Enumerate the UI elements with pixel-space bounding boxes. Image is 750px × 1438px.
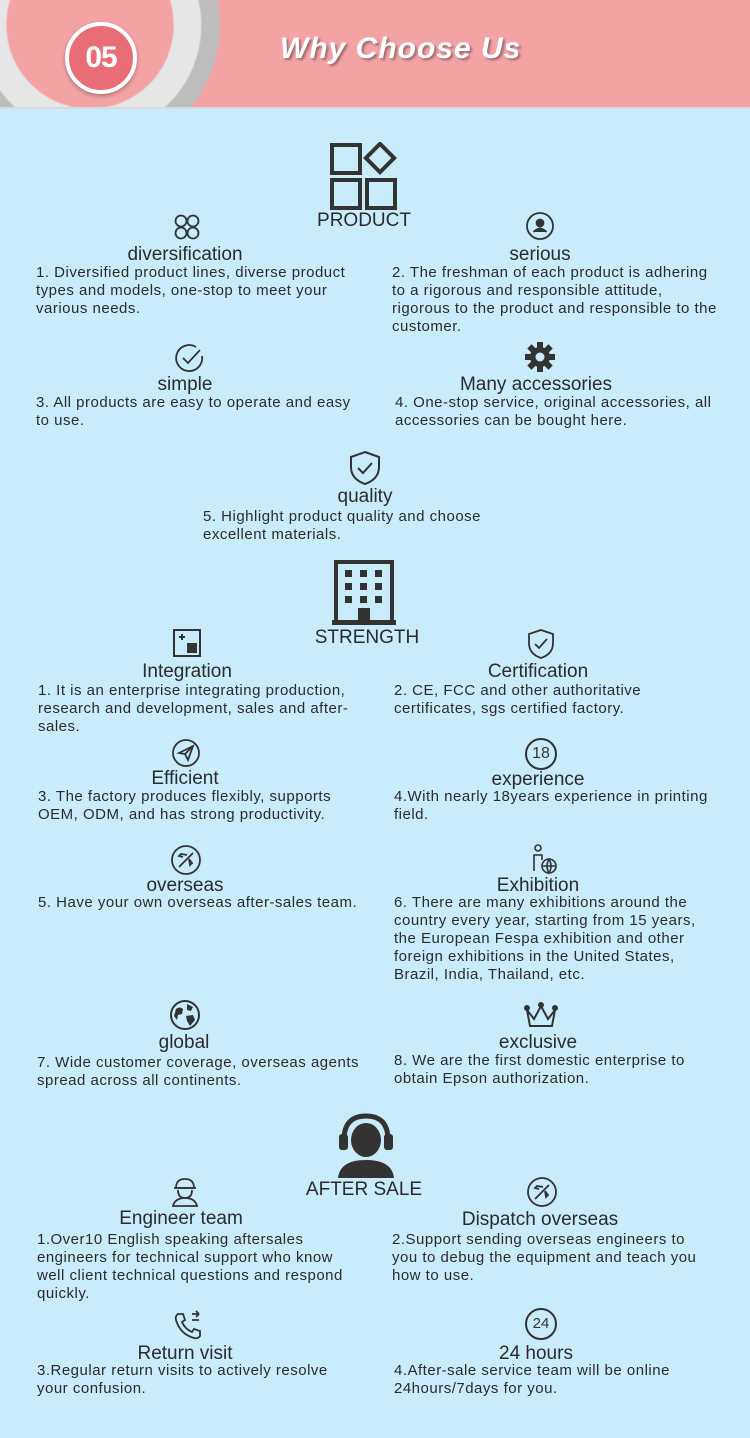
item-title-diversification: diversification	[127, 244, 243, 265]
item-text-experience: 4.With nearly 18years experience in printing field.	[394, 788, 708, 823]
eighteen-years-icon-text: 18	[532, 745, 550, 762]
item-text-exclusive: 8. We are the first domestic enterprise to obtain Epson authorization.	[394, 1052, 685, 1087]
item-title-certification: Certification	[487, 661, 589, 682]
phone-callback-icon	[172, 1310, 204, 1342]
item-title-global: global	[158, 1032, 210, 1053]
eighteen-years-icon	[525, 738, 557, 770]
section-number-badge: 05	[65, 22, 137, 94]
item-text-quality: 5. Highlight product quality and choose excellent materials.	[203, 508, 482, 543]
product-grid-icon	[330, 142, 400, 212]
integration-icon	[172, 628, 202, 658]
building-icon	[332, 558, 396, 626]
item-text-diversification: 1. Diversified product lines, diverse product types and models, one-stop to meet your various needs.	[36, 264, 346, 317]
strength-section-label: STRENGTH	[314, 627, 420, 648]
item-title-many-accessories: Many accessories	[459, 374, 613, 395]
clover-icon	[172, 212, 202, 242]
item-text-return-visit: 3.Regular return visits to actively resolve your confusion.	[37, 1362, 328, 1397]
gear-icon	[524, 341, 556, 373]
item-text-engineer-team: 1.Over10 English speaking aftersales engineers for technical support who know well client technical questions and respond quickly.	[37, 1231, 343, 1302]
item-text-24-hours: 4.After-sale service team will be online 24hours/7days for you.	[394, 1362, 670, 1397]
engineer-icon	[170, 1176, 200, 1208]
item-title-overseas: overseas	[146, 875, 224, 896]
item-text-exhibition: 6. There are many exhibitions around the country every year, starting from 15 years, the European Fespa exhibition and other foreign exhibitions in the United States, Brazil, India, Thailand, etc.	[394, 894, 696, 983]
paper-plane-icon	[171, 738, 201, 768]
item-text-dispatch-overseas: 2.Support sending overseas engineers to you to debug the equipment and teach you how to use.	[392, 1231, 697, 1284]
certificate-shield-icon	[526, 628, 556, 660]
twenty-four-hours-icon	[525, 1308, 557, 1340]
check-circle-icon	[174, 342, 206, 374]
item-title-engineer-team: Engineer team	[119, 1208, 243, 1229]
item-title-serious: serious	[509, 244, 571, 265]
item-text-certification: 2. CE, FCC and other authoritative certificates, sgs certified factory.	[394, 682, 642, 717]
item-title-efficient: Efficient	[151, 768, 219, 789]
aftersale-section-label: AFTER SALE	[305, 1179, 423, 1200]
page-header	[0, 0, 750, 109]
item-text-overseas: 5. Have your own overseas after-sales team.	[38, 894, 358, 911]
twenty-four-hours-icon-text: 24	[532, 1315, 550, 1332]
person-globe-icon	[528, 843, 558, 875]
plane-circle-icon	[526, 1176, 558, 1208]
page-title: Why Choose Us	[280, 32, 522, 65]
airplane-circle-icon	[170, 844, 202, 876]
item-title-exclusive: exclusive	[498, 1032, 578, 1053]
globe-icon	[169, 999, 201, 1031]
item-text-integration: 1. It is an enterprise integrating production, research and development, sales and after-sales.	[38, 682, 349, 735]
item-title-simple: simple	[157, 374, 213, 395]
item-text-serious: 2. The freshman of each product is adhering to a rigorous and responsible attitude, rigorous to the product and responsible to the customer.	[392, 264, 717, 335]
item-text-many-accessories: 4. One-stop service, original accessories, all accessories can be bought here.	[395, 394, 712, 429]
item-text-efficient: 3. The factory produces flexibly, supports OEM, ODM, and has strong productivity.	[38, 788, 332, 823]
item-title-return-visit: Return visit	[137, 1343, 233, 1364]
item-title-dispatch-overseas: Dispatch overseas	[461, 1209, 619, 1230]
item-title-integration: Integration	[142, 661, 232, 682]
item-text-simple: 3. All products are easy to operate and easy to use.	[36, 394, 351, 429]
item-title-24-hours: 24 hours	[499, 1343, 573, 1364]
product-section-label: PRODUCT	[317, 210, 411, 231]
shield-check-icon	[348, 450, 382, 486]
item-title-exhibition: Exhibition	[496, 875, 580, 896]
item-title-quality: quality	[337, 486, 393, 507]
item-text-global: 7. Wide customer coverage, overseas agents spread across all continents.	[37, 1054, 359, 1089]
crown-icon	[523, 1002, 559, 1030]
headset-agent-icon	[334, 1110, 398, 1180]
item-title-experience: experience	[491, 769, 585, 790]
user-shield-icon	[525, 211, 555, 241]
